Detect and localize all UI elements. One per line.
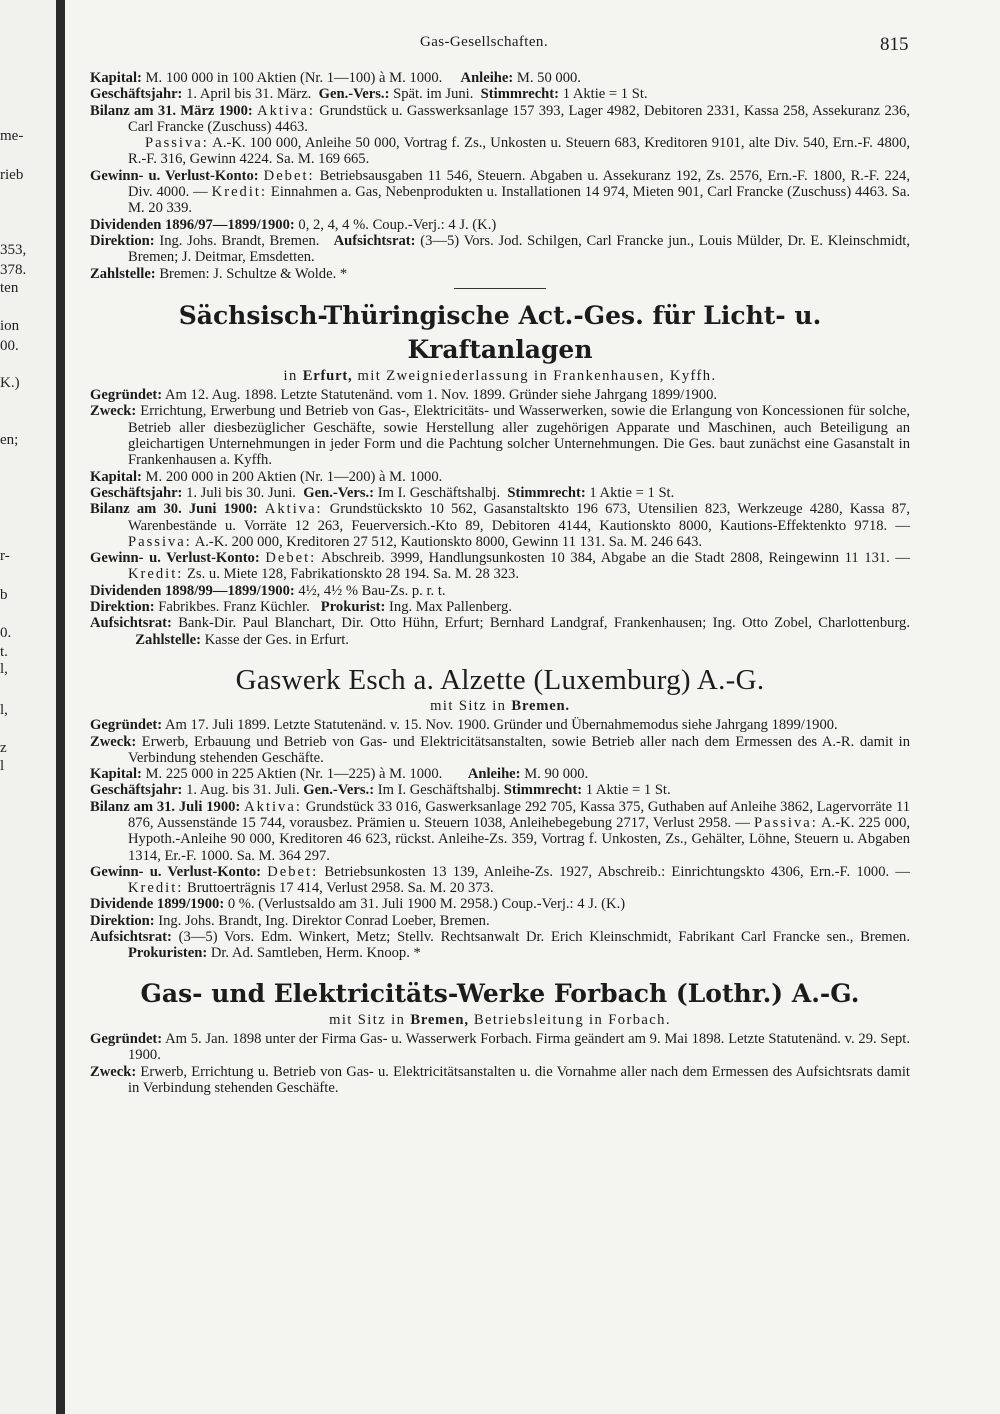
section-spacer bbox=[454, 656, 546, 657]
zweck-entry: Zweck: Erwerb, Erbauung und Betrieb von Gas- und Elektricitätsanstalten, sowie Betrieb aller nach dem Ermessen des A.-R. damit in Verbindung stehenden Geschäfte. bbox=[90, 733, 910, 766]
dividenden-entry: Dividenden 1896/97—1899/1900: 0, 2, 4, 4 %. Coup.-Verj.: 4 J. (K.) bbox=[90, 216, 497, 233]
kapital-entry: Kapital: M. 200 000 in 200 Aktien (Nr. 1—200) à M. 1000. bbox=[90, 468, 443, 485]
left-page-margin bbox=[0, 0, 56, 1414]
direktion-entry: Direktion: Fabrikbes. Franz Küchler. Prokurist: Ing. Max Pallenberg. bbox=[90, 599, 512, 616]
company-subtitle: mit Sitz in Bremen. bbox=[430, 697, 570, 714]
margin-fragment: 378. bbox=[0, 262, 27, 278]
zahlstelle-entry: Zahlstelle: Bremen: J. Schultze & Wolde. * bbox=[90, 265, 348, 282]
geschaeftsjahr-entry: Geschäftsjahr: 1. Juli bis 30. Juni. Gen.-Vers.: Im I. Geschäftshalbj. Stimmrecht: 1 Aktie = 1 St. bbox=[90, 484, 675, 501]
direktion-entry: Direktion: Ing. Johs. Brandt, Ing. Direktor Conrad Loeber, Bremen. bbox=[90, 912, 490, 929]
zweck-entry: Zweck: Erwerb, Errichtung u. Betrieb von Gas- u. Elektricitätsanstalten u. die Vornahme aller nach dem Ermessen des Aufsichtsrats damit in Verbindung stehenden Geschäfte. bbox=[90, 1063, 910, 1096]
section-spacer bbox=[454, 970, 546, 971]
company-subtitle: mit Sitz in Bremen, Betriebsleitung in Forbach. bbox=[329, 1011, 671, 1028]
gewinn-entry: Gewinn- u. Verlust-Konto: Debet: Betriebsausgaben 11 546, Steuern. Abgaben u. Assekuranz 192, Zs. 2576, Ern.-F. 1800, R.-F. 224, Div. 4000. — Kredit: Einnahmen a. Gas, Nebenprodukten u. Installationen 14 974, Mieten 901, Carl Francke (Zuschuss) 4463. Sa. M. 20 339. bbox=[90, 167, 911, 217]
margin-fragment: me- bbox=[0, 128, 24, 144]
aufsichtsrat-entry: Aufsichtsrat: Bank-Dir. Paul Blanchart, Dir. Otto Hühn, Erfurt; Bernhard Landgraf, Frankenhausen; Ing. Otto Zobel, Charlottenburg. Zahlstelle: Kasse der Ges. in Erfurt. bbox=[90, 615, 910, 648]
margin-fragment: en; bbox=[0, 432, 19, 448]
margin-fragment: t. bbox=[0, 644, 8, 660]
page-content bbox=[90, 70, 910, 1096]
binding-gutter bbox=[56, 0, 65, 1414]
margin-fragment: ten bbox=[0, 280, 19, 296]
dividenden-entry: Dividenden 1898/99—1899/1900: 4½, 4½ % Bau-Zs. p. r. t. bbox=[90, 582, 446, 599]
margin-fragment: l bbox=[0, 758, 5, 774]
company-title: Gas- und Elektricitäts-Werke Forbach (Lothr.) A.-G. bbox=[140, 978, 860, 1008]
margin-fragment: l, bbox=[0, 702, 8, 718]
geschaeftsjahr-entry: Geschäftsjahr: 1. April bis 31. März. Gen.-Vers.: Spät. im Juni. Stimmrecht: 1 Aktie = 1 St. bbox=[90, 86, 648, 103]
kapital-entry: Kapital: M. 225 000 in 225 Aktien (Nr. 1—225) à M. 1000. Anleihe: M. 90 000. bbox=[90, 766, 589, 783]
bilanz-entry: Bilanz am 30. Juni 1900: Aktiva: Grundstückskto 10 562, Gasanstaltskto 196 673, Utensilien 823, Werkzeuge 4280, Kassa 87, Warenbestände u. Vorräte 12 263, Feuerversich.-Kto 89, Debitoren 4144, Kautionskto 8000, Kautions-Effektenkto 9718. — Passiva: A.-K. 200 000, Kreditoren 27 512, Kautionskto 8000, Gewinn 11 131. Sa. M. 246 643. bbox=[90, 501, 910, 550]
gegruendet-entry: Gegründet: Am 12. Aug. 1898. Letzte Statutenänd. vom 1. Nov. 1899. Gründer siehe Jahrgang 1899/1900. bbox=[90, 387, 718, 404]
company-subtitle: in Erfurt, mit Zweigniederlassung in Frankenhausen, Kyffh. bbox=[283, 367, 717, 384]
company-title: Sächsisch-Thüringische Act.-Ges. für Licht- u. Kraftanlagen bbox=[178, 300, 822, 364]
dividende-entry: Dividende 1899/1900: 0 %. (Verlustsaldo am 31. Juli 1900 M. 2958.) Coup.-Verj.: 4 J. (K.) bbox=[90, 896, 626, 913]
company-title: Gaswerk Esch a. Alzette (Luxemburg) A.-G. bbox=[235, 663, 765, 696]
section-divider bbox=[454, 288, 546, 289]
margin-fragment: K.) bbox=[0, 375, 20, 391]
gegruendet-entry: Gegründet: Am 5. Jan. 1898 unter der Firma Gas- u. Wasserwerk Forbach. Firma geändert am 9. Mai 1898. Letzte Statutenänd. v. 29. Sept. 1900. bbox=[90, 1030, 910, 1064]
bilanz-entry: Bilanz am 31. März 1900: Aktiva: Grundstück u. Gasswerksanlage 157 393, Lager 4982, Debitoren 2331, Kassa 258, Assekuranz 236, Carl Francke (Zuschuss) 4463. Passiva: A.-K. 100 000, Anleihe 50 000, Vortrag f. Zs., Unkosten u. Steuern 683, Kreditoren 9101, alte Div. 540, Ern.-F. 4800, R.-F. 316, Gewinn 4224. Sa. M. 169 665. bbox=[90, 102, 911, 168]
margin-fragment: rieb bbox=[0, 167, 24, 183]
margin-fragment: ion bbox=[0, 318, 20, 334]
running-header: Gas-Gesellschaften. bbox=[420, 34, 548, 50]
gewinn-entry: Gewinn- u. Verlust-Konto: Debet: Abschreib. 3999, Handlungsunkosten 10 384, Abgabe an die Stadt 2808, Reingewinn 11 131. — Kredit: Zs. u. Miete 128, Fabrikationskto 28 194. Sa. M. 28 323. bbox=[90, 550, 911, 583]
gegruendet-entry: Gegründet: Am 17. Juli 1899. Letzte Statutenänd. v. 15. Nov. 1900. Gründer und Übernahmemodus siehe Jahrgang 1899/1900. bbox=[90, 717, 838, 734]
aufsichtsrat-entry: Aufsichtsrat: (3—5) Vors. Edm. Winkert, Metz; Stellv. Rechtsanwalt Dr. Erich Kleinschmidt, Fabrikant Carl Francke sen., Bremen. Prokuristen: Dr. Ad. Samtleben, Herm. Knoop. * bbox=[90, 929, 910, 962]
margin-fragment: r- bbox=[0, 548, 10, 564]
geschaeftsjahr-entry: Geschäftsjahr: 1. Aug. bis 31. Juli. Gen.-Vers.: Im I. Geschäftshalbj. Stimmrecht: 1 Aktie = 1 St. bbox=[90, 782, 671, 799]
margin-fragment: 353, bbox=[0, 242, 27, 258]
zweck-entry: Zweck: Errichtung, Erwerbung und Betrieb von Gas-, Elektricitäts- und Wasserwerken, sowie die Erlangung von Koncessionen für solche, Betrieb aller diesbezüglicher Geschäfte, sowie Herstellung aller zugehörigen Apparate und Maschinen, auch Beteiligung an gleichartigen Unternehmungen in jeder Form und die Pachtung solcher Unternehmungen. Die Ges. baut zunächst eine Gasanstalt in Frankenhausen a. Kyffh. bbox=[90, 403, 910, 469]
margin-fragment: b bbox=[0, 587, 8, 603]
margin-fragment: 0. bbox=[0, 625, 12, 641]
margin-fragment: z bbox=[0, 740, 7, 756]
gewinn-entry: Gewinn- u. Verlust-Konto: Debet: Betriebsunkosten 13 139, Anleihe-Zs. 1927, Abschreib.: Einrichtungskto 4306, Ern.-F. 1000. — Kredit: Bruttoerträgnis 17 414, Verlust 2958. Sa. M. 20 373. bbox=[90, 863, 910, 897]
page-number: 815 bbox=[880, 34, 909, 55]
direktion-entry: Direktion: Ing. Johs. Brandt, Bremen. Aufsichtsrat: (3—5) Vors. Jod. Schilgen, Carl Francke jun., Louis Mülder, Dr. E. Kleinschmidt, Bremen; J. Deitmar, Emsdetten. bbox=[90, 232, 911, 266]
margin-fragment: 00. bbox=[0, 338, 19, 354]
margin-fragment: l, bbox=[0, 661, 8, 677]
kapital-entry: Kapital: M. 100 000 in 100 Aktien (Nr. 1—100) à M. 1000. Anleihe: M. 50 000. bbox=[90, 70, 581, 86]
bilanz-entry: Bilanz am 31. Juli 1900: Aktiva: Grundstück 33 016, Gaswerksanlage 292 705, Kassa 375, Guthaben auf Anleihe 3862, Lagervorräte 11 876, Aussenstände 15 744, vorausbez. Prämien u. Steuern 1038, Anleihebegebung 2717, Verlust 2958. — Passiva: A.-K. 225 000, Hypoth.-Anleihe 90 000, Kreditoren 46 623, rückst. Anleihe-Zs. 359, Vortrag f. Unkosten, Zs., Gehälter, Löhne, Steuern u. Abgaben 1314, Er.-F. 1000. Sa. M. 364 297. bbox=[90, 798, 911, 864]
